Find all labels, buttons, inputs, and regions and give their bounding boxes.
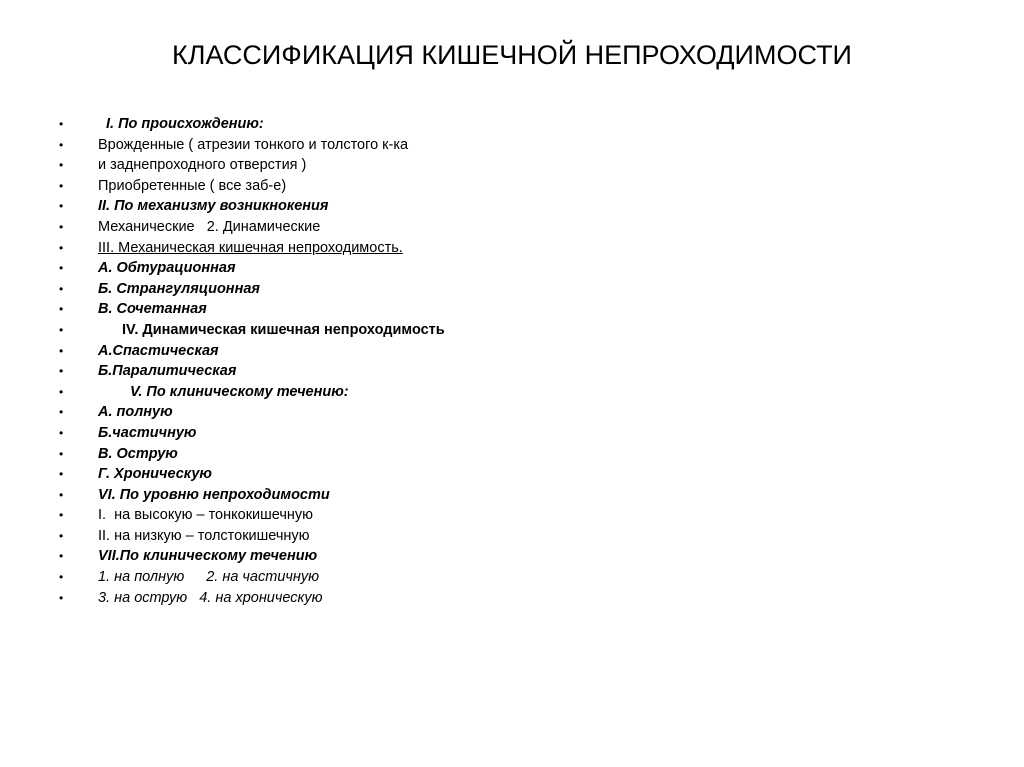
list-item [0,588,1024,609]
bullet-icon: • [59,261,64,276]
list-item [0,464,1024,485]
bullet-icon: • [59,570,64,585]
list-item [0,341,1024,362]
bullet-icon: • [59,425,64,440]
slide-title: КЛАССИФИКАЦИЯ КИШЕЧНОЙ НЕПРОХОДИМОСТИ [172,40,852,70]
list-item-text: Б. Странгуляционная [98,280,260,297]
bullet-icon: • [59,322,64,337]
list-item [0,258,1024,279]
list-item-text: Врожденные ( атрезии тонкого и толстого к-ка [98,136,409,153]
list-item-text: Б.частичную [98,424,197,441]
bullet-icon: • [59,487,64,502]
list-item-text: Механические 2. Динамические [98,218,321,235]
bullet-icon: • [59,405,64,420]
list-item-part: 1. на полную [98,569,185,586]
list-item [0,176,1024,197]
list-item [0,402,1024,423]
list-item [0,299,1024,320]
bullet-icon: • [59,178,64,193]
list-item [0,279,1024,300]
list-item-text: Г. Хроническую [98,466,212,483]
bullet-icon: • [59,549,64,564]
list-item-text: III. Механическая кишечная непроходимость. [98,239,403,256]
list-item [0,505,1024,526]
bullet-icon: • [59,528,64,543]
list-item-text: и заднепроходного отверстия ) [98,157,307,174]
list-item-text: В. Острую [98,445,178,462]
list-item-text: А. Обтурационная [98,260,236,277]
list-item-part: 2. на частичную [206,569,320,586]
list-item [0,567,1024,588]
list-item [0,444,1024,465]
list-item-text: 3. на острую 4. на хроническую [98,589,323,606]
bullet-icon: • [59,281,64,296]
list-item-text: Б.Паралитическая [98,363,237,380]
list-item-text: А. полную [98,404,173,421]
list-item [0,114,1024,135]
bullet-icon: • [59,590,64,605]
list-item [0,217,1024,238]
bullet-icon: • [59,199,64,214]
list-item [0,526,1024,547]
list-item [0,155,1024,176]
bullet-icon: • [59,446,64,461]
bullet-icon: • [59,158,64,173]
classification-list [0,114,1024,608]
list-item-text [98,567,319,588]
list-item [0,238,1024,259]
bullet-icon: • [59,137,64,152]
list-item-text: IV. Динамическая кишечная непроходимость [122,321,445,338]
list-item-text: V. По клиническому течению: [130,383,349,400]
bullet-icon: • [59,240,64,255]
list-item-text: Приобретенные ( все заб-е) [98,177,287,194]
list-item-text: В. Сочетанная [98,301,207,318]
bullet-icon: • [59,508,64,523]
bullet-icon: • [59,343,64,358]
list-item-text: II. По механизму возникнокения [98,198,329,215]
list-item [0,196,1024,217]
list-item-text: VII.По клиническому течению [98,548,318,565]
list-item-text: VI. По уровню непроходимости [98,486,330,503]
list-item [0,361,1024,382]
bullet-icon: • [59,364,64,379]
list-item [0,423,1024,444]
list-item [0,382,1024,403]
bullet-icon: • [59,302,64,317]
list-item [0,320,1024,341]
bullet-icon: • [59,384,64,399]
list-item-text: II. на низкую – толстокишечную [98,527,310,544]
list-item-text: I. на высокую – тонкокишечную [98,507,314,524]
list-item [0,485,1024,506]
bullet-icon: • [59,467,64,482]
list-item-text: А.Спастическая [98,342,219,359]
list-item-text: I. По происхождению: [106,116,264,132]
bullet-icon: • [59,219,64,234]
bullet-icon: • [59,117,64,131]
list-item [0,135,1024,156]
list-item [0,546,1024,567]
